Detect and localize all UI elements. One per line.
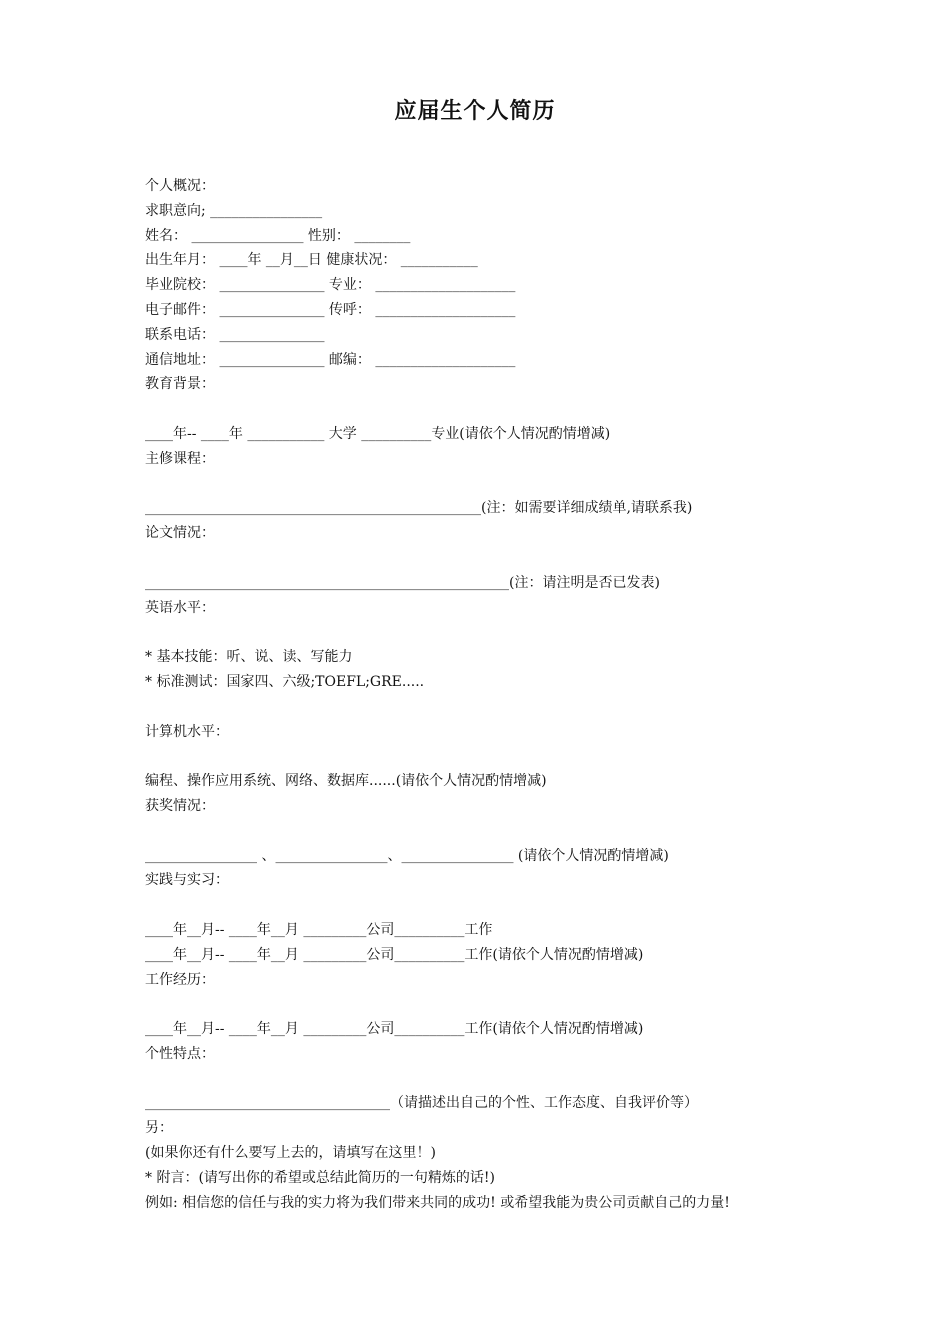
document-line: 例如: 相信您的信任与我的实力将为我们带来共同的成功! 或希望我能为贵公司贡献自己的力量! [145, 1194, 730, 1211]
blank-line [145, 546, 835, 571]
document-line: ___________________________________（请描述出自己的个性、工作态度、自我评价等） [145, 1095, 698, 1112]
document-line: 获奖情况： [145, 797, 215, 814]
document-line: 教育背景： [145, 376, 215, 393]
document-line: ____________________________________________________(注：请注明是否已发表) [145, 574, 660, 591]
blank-line [145, 992, 835, 1017]
document-line: ________________ 、________________、________________ (请依个人情况酌情增减) [145, 847, 669, 864]
document-line: ____年__月-- ____年__月 _________公司__________工作(请依个人情况酌情增减) [145, 1021, 644, 1038]
document-line: 计算机水平： [145, 723, 229, 740]
document-line: * 附言：(请写出你的希望或总结此简历的一句精炼的话!) [145, 1169, 495, 1186]
document-line: 联系电话： _______________ [145, 326, 325, 343]
document-line: 另： [145, 1120, 173, 1137]
document-line: 姓名： ________________ 性别： ________ [145, 227, 411, 244]
document-line: 实践与实习： [145, 872, 229, 889]
document-line: 个人概况： [145, 178, 215, 194]
document-line: 通信地址： _______________ 邮编： ____________________ [145, 351, 516, 368]
document-line: 出生年月： ____年 __月__日 健康状况： ___________ [145, 252, 478, 269]
blank-line [145, 397, 835, 422]
document-line: 编程、操作应用系统、网络、数据库......(请依个人情况酌情增减) [145, 773, 547, 790]
document-line: 论文情况： [145, 525, 215, 542]
document-line: (如果你还有什么要写上去的，请填写在这里！) [145, 1145, 436, 1162]
document-line: 主修课程： [145, 450, 215, 467]
document-line: ____年-- ____年 ___________ 大学 __________专业(请依个人情况酌情增减) [145, 425, 611, 442]
document-body [145, 174, 835, 1215]
document-line: 求职意向; ________________ [145, 202, 323, 219]
blank-line [145, 744, 835, 769]
document-line: ____年__月-- ____年__月 _________公司__________工作(请依个人情况酌情增减) [145, 946, 644, 963]
document-line: * 基本技能：听、说、读、写能力 [145, 649, 353, 666]
blank-line [145, 472, 835, 497]
document-line: 个性特点： [145, 1045, 215, 1062]
blank-line [145, 893, 835, 918]
document-line: 工作经历： [145, 971, 215, 988]
document-title: 应届生个人简历 [394, 99, 556, 124]
document-line: * 标准测试：国家四、六级;TOEFL;GRE..... [145, 673, 425, 690]
document-line: 英语水平： [145, 599, 215, 616]
blank-line [145, 1067, 835, 1092]
blank-line [145, 620, 835, 645]
document-line: 电子邮件： _______________ 传呼： ____________________ [145, 301, 516, 318]
document-line: 毕业院校： _______________ 专业： ____________________ [145, 277, 516, 294]
document-line: ________________________________________________(注：如需要详细成绩单,请联系我) [145, 500, 693, 517]
blank-line [145, 819, 835, 844]
blank-line [145, 695, 835, 720]
document-line: ____年__月-- ____年__月 _________公司__________工作 [145, 921, 493, 938]
